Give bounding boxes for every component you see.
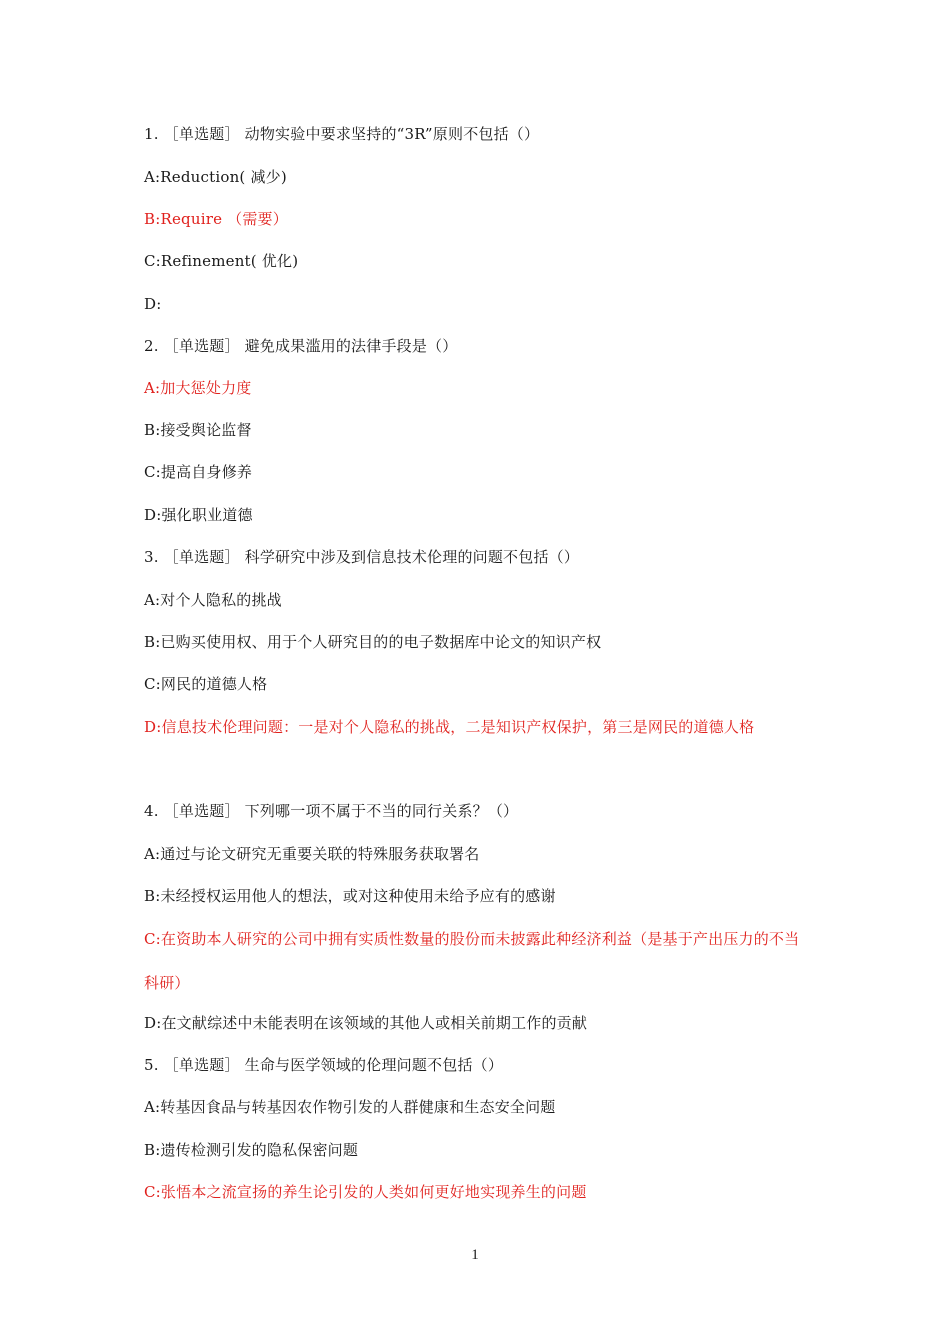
question-3-option-b: B:已购买使用权、用于个人研究目的的电子数据库中论文的知识产权 xyxy=(144,633,602,651)
question-1-option-b-answer: B:Require （需要） xyxy=(144,210,288,228)
question-1-option-d: D: xyxy=(144,295,162,313)
question-5-option-b: B:遗传检测引发的隐私保密问题 xyxy=(144,1141,359,1159)
question-4-stem: 4. ［单选题］ 下列哪一项不属于不当的同行关系？（） xyxy=(144,802,519,820)
question-3-option-d-answer: D:信息技术伦理问题：一是对个人隐私的挑战，二是知识产权保护，第三是网民的道德人格 xyxy=(144,718,755,736)
question-3-option-c: C:网民的道德人格 xyxy=(144,675,268,693)
question-2-stem: 2. ［单选题］ 避免成果滥用的法律手段是（） xyxy=(144,337,458,355)
question-5-option-a: A:转基因食品与转基因农作物引发的人群健康和生态安全问题 xyxy=(144,1098,556,1116)
question-4-option-a: A:通过与论文研究无重要关联的特殊服务获取署名 xyxy=(144,845,480,863)
question-3-stem: 3. ［单选题］ 科学研究中涉及到信息技术伦理的问题不包括（） xyxy=(144,548,580,566)
question-2-option-b: B:接受舆论监督 xyxy=(144,421,252,439)
question-5-stem: 5. ［单选题］ 生命与医学领域的伦理问题不包括（） xyxy=(144,1056,504,1074)
question-2-option-c: C:提高自身修养 xyxy=(144,463,253,481)
question-2-option-d: D:强化职业道德 xyxy=(144,506,253,524)
page-number: 1 xyxy=(471,1247,479,1263)
question-4-option-d: D:在文献综述中未能表明在该领域的其他人或相关前期工作的贡献 xyxy=(144,1014,588,1032)
question-5-option-c-answer: C:张悟本之流宣扬的养生论引发的人类如何更好地实现养生的问题 xyxy=(144,1183,587,1201)
question-2-option-a-answer: A:加大惩处力度 xyxy=(144,379,252,397)
question-1-option-c: C:Refinement( 优化) xyxy=(144,252,299,270)
question-4-option-c-answer: C:在资助本人研究的公司中拥有实质性数量的股份而未披露此种经济利益（是基于产出压力的不当科研） xyxy=(144,930,800,992)
question-1-stem: 1. ［单选题］ 动物实验中要求坚持的“3R”原则不包括（） xyxy=(144,125,540,143)
question-3-option-a: A:对个人隐私的挑战 xyxy=(144,591,282,609)
question-1-option-a: A:Reduction( 减少) xyxy=(144,168,287,186)
question-4-option-b: B:未经授权运用他人的想法，或对这种使用未给予应有的感谢 xyxy=(144,887,556,905)
